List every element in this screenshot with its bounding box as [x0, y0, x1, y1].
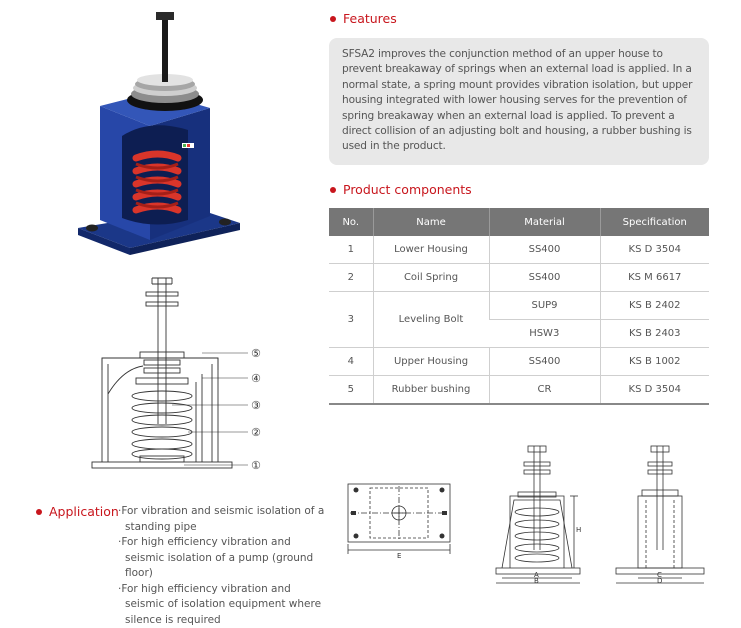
header-specification: Specification [600, 208, 709, 236]
cell-no: 4 [329, 348, 373, 376]
cell-material: SUP9 [489, 292, 600, 320]
components-table [329, 208, 709, 405]
front-view-drawing [488, 440, 588, 585]
dim-label-h: H [576, 526, 581, 534]
cell-material: HSW3 [489, 320, 600, 348]
cell-spec: KS D 3504 [600, 236, 709, 264]
dim-label-a: A [534, 571, 539, 579]
cell-no: 2 [329, 264, 373, 292]
cell-no: 3 [329, 292, 373, 348]
side-view-drawing [606, 440, 706, 585]
callout-4: ④ [251, 372, 261, 385]
header-name: Name [373, 208, 489, 236]
bullet-icon [36, 509, 42, 515]
features-description: SFSA2 improves the conjunction method of an upper house to prevent breakaway of springs when an external load is applied. In a normal state, a spring mount provides vibration isolation, but upper housing integrated with lower housing serves for the prevention of spring breakaway when an external load is applied. To prevent a direct collision of an adjusting bolt and housing, a rubber bushing is used in the product. [329, 38, 709, 165]
features-heading: Features [330, 11, 397, 26]
cell-name: Lower Housing [373, 236, 489, 264]
cell-material: SS400 [489, 348, 600, 376]
dim-label-b: B [534, 577, 539, 585]
table-row [329, 376, 709, 405]
cell-no: 1 [329, 236, 373, 264]
bullet-icon [330, 187, 336, 193]
table-row [329, 348, 709, 376]
cell-spec: KS D 3504 [600, 376, 709, 405]
application-heading: Application [36, 504, 119, 519]
product-photo [70, 8, 250, 263]
cell-material: SS400 [489, 264, 600, 292]
dim-label-c: C [657, 571, 662, 579]
callout-5: ⑤ [251, 347, 261, 360]
list-item: ·For high efficiency vibration and seismic of isolation equipment where silence is required [118, 582, 328, 628]
cell-name: Rubber bushing [373, 376, 489, 405]
cell-spec: KS B 1002 [600, 348, 709, 376]
callout-3: ③ [251, 399, 261, 412]
cell-material: CR [489, 376, 600, 405]
table-header-row [329, 208, 709, 236]
components-heading: Product components [330, 182, 472, 197]
callout-2: ② [251, 426, 261, 439]
header-material: Material [489, 208, 600, 236]
header-no: No. [329, 208, 373, 236]
cell-spec: KS B 2403 [600, 320, 709, 348]
section-drawing [88, 274, 248, 474]
table-row [329, 236, 709, 264]
cell-no: 5 [329, 376, 373, 405]
table-row [329, 292, 709, 320]
list-item: ·For vibration and seismic isolation of a standing pipe [118, 504, 328, 535]
cell-material: SS400 [489, 236, 600, 264]
cell-name: Coil Spring [373, 264, 489, 292]
application-list [118, 504, 328, 628]
list-item: ·For high efficiency vibration and seismic isolation of a pump (ground floor) [118, 535, 328, 582]
dim-label-e: E [397, 552, 401, 558]
dim-label-d: D [657, 577, 662, 585]
plan-view-drawing [340, 478, 460, 558]
callout-1: ① [251, 459, 261, 472]
table-row [329, 264, 709, 292]
cell-spec: KS M 6617 [600, 264, 709, 292]
cell-spec: KS B 2402 [600, 292, 709, 320]
bullet-icon [330, 16, 336, 22]
cell-name: Leveling Bolt [373, 292, 489, 348]
cell-name: Upper Housing [373, 348, 489, 376]
